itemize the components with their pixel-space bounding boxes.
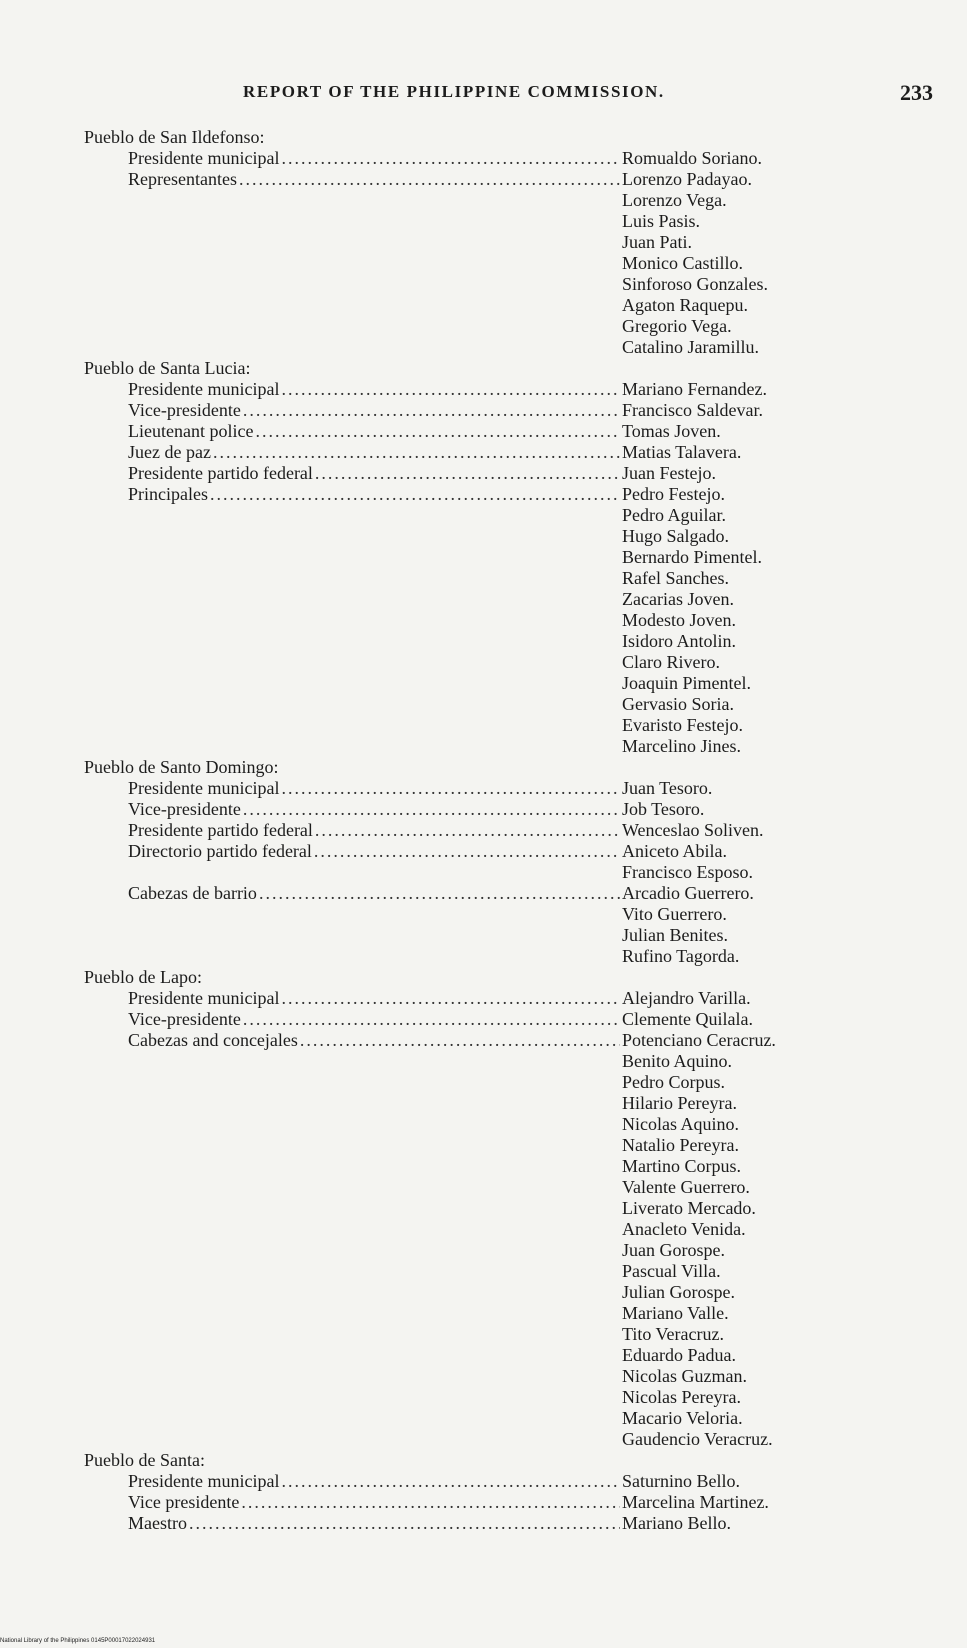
person-name: Marcelina Martinez. [622, 1492, 769, 1512]
person-name: Romualdo Soriano. [622, 148, 762, 168]
person-name: Wenceslao Soliven. [622, 820, 764, 840]
role-label-cell [80, 820, 620, 841]
person-name: Juan Pati. [622, 232, 692, 252]
dot-leader [243, 400, 620, 421]
dot-leader [281, 988, 620, 1009]
person-name: Modesto Joven. [622, 610, 736, 630]
person-name: Lorenzo Padayao. [622, 169, 752, 189]
role-label-cell [80, 148, 620, 169]
person-name: Hugo Salgado. [622, 526, 729, 546]
person-name: Lorenzo Vega. [622, 190, 727, 210]
role-label: Vice-presidente [128, 799, 241, 819]
pueblo-title: Pueblo de Santa: [84, 1450, 205, 1470]
person-name: Joaquin Pimentel. [622, 673, 751, 693]
person-name: Potenciano Ceracruz. [622, 1030, 776, 1050]
person-name: Nicolas Guzman. [622, 1366, 747, 1386]
role-label: Vice-presidente [128, 1009, 241, 1029]
pueblo-section [80, 358, 940, 757]
role-label: Presidente municipal [128, 379, 280, 399]
person-name: Valente Guerrero. [622, 1177, 750, 1197]
role-label: Principales [128, 484, 208, 504]
role-label: Presidente municipal [128, 988, 280, 1008]
person-name: Pascual Villa. [622, 1261, 721, 1281]
person-name: Juan Gorospe. [622, 1240, 725, 1260]
role-label: Presidente partido federal [128, 820, 313, 840]
pueblo-title: Pueblo de Lapo: [84, 967, 202, 987]
pueblo-title: Pueblo de Santo Domingo: [84, 757, 279, 777]
role-row [80, 379, 940, 400]
role-row [80, 400, 940, 421]
role-label-cell [80, 484, 620, 505]
role-label-cell [80, 1513, 620, 1534]
role-row [80, 484, 940, 505]
dot-leader [255, 421, 620, 442]
dot-leader [239, 169, 620, 190]
dot-leader [315, 463, 620, 484]
person-name: Tomas Joven. [622, 421, 721, 441]
person-name: Alejandro Varilla. [622, 988, 751, 1008]
person-name: Marcelino Jines. [622, 736, 741, 756]
role-label-cell [80, 442, 620, 463]
person-name: Sinforoso Gonzales. [622, 274, 768, 294]
person-name: Luis Pasis. [622, 211, 701, 231]
role-label-cell [80, 1471, 620, 1492]
role-label-cell [80, 169, 620, 190]
role-label-cell [80, 841, 620, 862]
role-label: Representantes [128, 169, 237, 189]
role-label-cell [80, 1492, 620, 1513]
person-name: Matias Talavera. [622, 442, 742, 462]
role-label: Juez de paz [128, 442, 211, 462]
person-name: Pedro Corpus. [622, 1072, 725, 1092]
dot-leader [281, 1471, 620, 1492]
page-title: REPORT OF THE PHILIPPINE COMMISSION. [243, 82, 665, 101]
person-name: Isidoro Antolin. [622, 631, 737, 651]
person-name: Francisco Saldevar. [622, 400, 763, 420]
dot-leader [243, 799, 620, 820]
person-name: Nicolas Aquino. [622, 1114, 739, 1134]
role-row [80, 841, 940, 862]
person-name: Pedro Festejo. [622, 484, 725, 504]
role-label-cell [80, 988, 620, 1009]
person-name: Bernardo Pimentel. [622, 547, 762, 567]
role-row [80, 442, 940, 463]
person-name: Martino Corpus. [622, 1156, 741, 1176]
role-label: Lieutenant police [128, 421, 254, 441]
role-label: Presidente municipal [128, 778, 280, 798]
role-label: Presidente municipal [128, 1471, 280, 1491]
person-name: Liverato Mercado. [622, 1198, 756, 1218]
person-name: Job Tesoro. [622, 799, 705, 819]
dot-leader [189, 1513, 620, 1534]
role-row [80, 1492, 940, 1513]
person-name: Julian Gorospe. [622, 1282, 735, 1302]
dot-leader [314, 841, 620, 862]
pueblo-section [80, 1450, 940, 1534]
person-name: Juan Tesoro. [622, 778, 713, 798]
person-name: Evaristo Festejo. [622, 715, 743, 735]
person-name: Gregorio Vega. [622, 316, 732, 336]
person-name: Monico Castillo. [622, 253, 743, 273]
person-name: Mariano Bello. [622, 1513, 731, 1533]
person-name: Pedro Aguilar. [622, 505, 726, 525]
dot-leader [213, 442, 620, 463]
role-row [80, 1009, 940, 1030]
role-label-cell [80, 400, 620, 421]
page-number: 233 [900, 80, 933, 105]
dot-leader [281, 778, 620, 799]
person-name: Saturnino Bello. [622, 1471, 740, 1491]
person-name: Mariano Fernandez. [622, 379, 767, 399]
role-row [80, 463, 940, 484]
person-name: Clemente Quilala. [622, 1009, 753, 1029]
role-row [80, 1471, 940, 1492]
footer-watermark: National Library of the Philippines 0145P00017022024931 [0, 1638, 156, 1644]
person-name: Arcadio Guerrero. [622, 883, 754, 903]
person-name: Mariano Valle. [622, 1303, 729, 1323]
role-row [80, 421, 940, 442]
dot-leader [241, 1492, 620, 1513]
role-row [80, 1513, 940, 1534]
role-label-cell [80, 463, 620, 484]
person-name: Rafel Sanches. [622, 568, 729, 588]
role-label: Vice presidente [128, 1492, 240, 1512]
person-name: Hilario Pereyra. [622, 1093, 737, 1113]
dot-leader [281, 379, 620, 400]
role-label: Presidente municipal [128, 148, 280, 168]
role-label-cell [80, 1009, 620, 1030]
person-name: Nicolas Pereyra. [622, 1387, 741, 1407]
pueblo-section [80, 967, 940, 1450]
dot-leader [281, 148, 620, 169]
person-name: Zacarias Joven. [622, 589, 734, 609]
role-row [80, 988, 940, 1009]
person-name: Catalino Jaramillu. [622, 337, 759, 357]
dot-leader [300, 1030, 620, 1051]
role-row [80, 799, 940, 820]
role-label-cell [80, 778, 620, 799]
person-name: Natalio Pereyra. [622, 1135, 739, 1155]
page-header [0, 80, 967, 110]
person-name: Gervasio Soria. [622, 694, 734, 714]
role-label-cell [80, 883, 620, 904]
role-label: Presidente partido federal [128, 463, 313, 483]
role-row [80, 169, 940, 190]
person-name: Tito Veracruz. [622, 1324, 724, 1344]
dot-leader [210, 484, 620, 505]
dot-leader [315, 820, 620, 841]
person-name: Anacleto Venida. [622, 1219, 746, 1239]
role-label-cell [80, 1030, 620, 1051]
person-name: Agaton Raquepu. [622, 295, 748, 315]
role-label: Cabezas and concejales [128, 1030, 298, 1050]
person-name: Francisco Esposo. [622, 862, 753, 882]
role-label: Vice-presidente [128, 400, 241, 420]
role-label-cell [80, 379, 620, 400]
person-name: Gaudencio Veracruz. [622, 1429, 773, 1449]
role-row [80, 820, 940, 841]
role-label: Cabezas de barrio [128, 883, 257, 903]
person-name: Claro Rivero. [622, 652, 720, 672]
role-label-cell [80, 799, 620, 820]
person-name: Vito Guerrero. [622, 904, 727, 924]
person-name: Rufino Tagorda. [622, 946, 740, 966]
person-name: Juan Festejo. [622, 463, 716, 483]
person-name: Julian Benites. [622, 925, 728, 945]
person-name: Eduardo Padua. [622, 1345, 736, 1365]
pueblo-title: Pueblo de Santa Lucia: [84, 358, 251, 378]
roster-list [80, 127, 940, 1534]
person-name: Macario Veloria. [622, 1408, 743, 1428]
role-label: Maestro [128, 1513, 187, 1533]
role-row [80, 778, 940, 799]
dot-leader [259, 883, 620, 904]
pueblo-section [80, 757, 940, 967]
pueblo-section [80, 127, 940, 358]
dot-leader [243, 1009, 620, 1030]
role-label: Directorio partido federal [128, 841, 312, 861]
role-label-cell [80, 421, 620, 442]
role-row [80, 1030, 940, 1051]
person-name: Aniceto Abila. [622, 841, 727, 861]
role-row [80, 883, 940, 904]
person-name: Benito Aquino. [622, 1051, 733, 1071]
role-row [80, 148, 940, 169]
pueblo-title: Pueblo de San Ildefonso: [84, 127, 265, 147]
